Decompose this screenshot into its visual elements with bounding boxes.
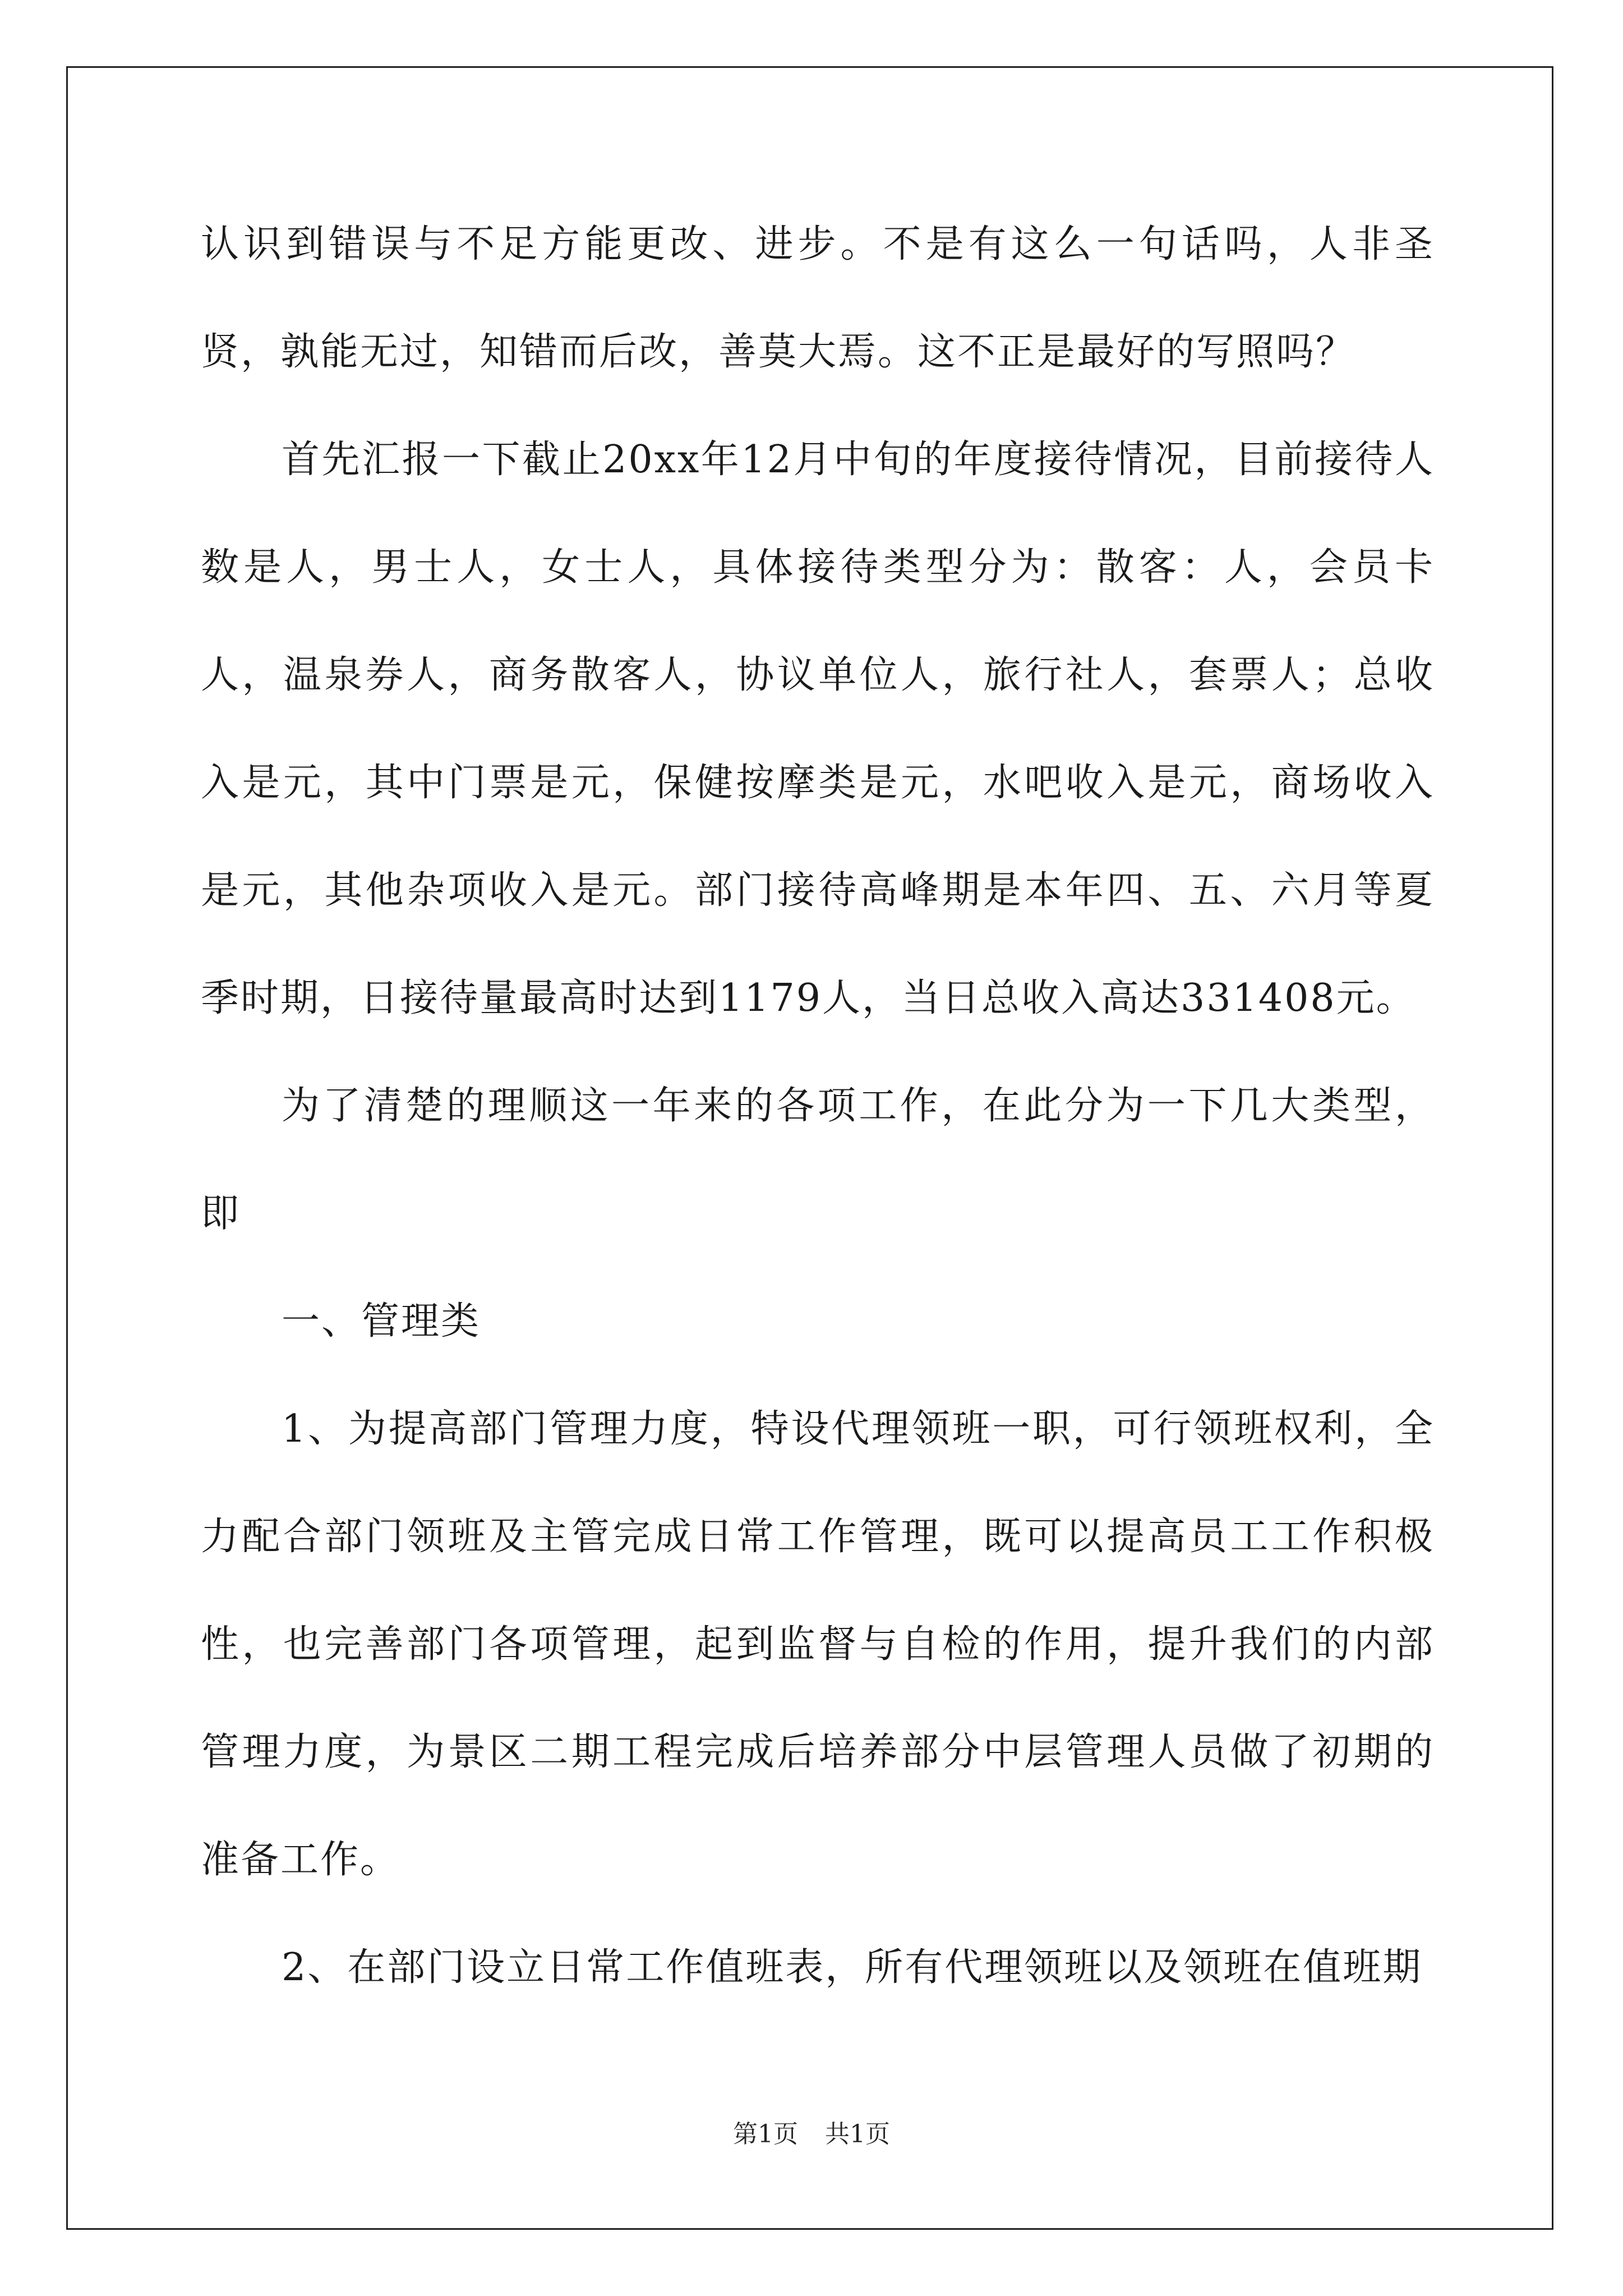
- paragraph-item-2: 2、在部门设立日常工作值班表，所有代理领班以及领班在值班期: [282, 1945, 1423, 1990]
- page-total: 共1页: [825, 2120, 890, 2148]
- document-body: [201, 191, 1435, 2022]
- page-footer: [0, 2118, 1623, 2151]
- paragraph-2: 首先汇报一下截止20xx年12月中旬的年度接待情况，目前接待人数是人，男士人，女士人，具体接待类型分为：散客：人，会员卡人，温泉券人，商务散客人，协议单位人，旅行社人，套票人；总收入是元，其中门票是元，保健按摩类是元，水吧收入是元，商场收入是元，其他杂项收入是元。部门接待高峰期是本年四、五、六月等夏季时期，日接待量最高时达到1179人，当日总收入高达331408元。: [201, 438, 1435, 1020]
- page-number: 第1页: [733, 2120, 798, 2148]
- paragraph-3: 为了清楚的理顺这一年来的各项工作，在此分为一下几大类型，即: [201, 1084, 1435, 1236]
- paragraph-item-1: 1、为提高部门管理力度，特设代理领班一职，可行领班权利，全力配合部门领班及主管完成日常工作管理，既可以提高员工工作积极性，也完善部门各项管理，起到监督与自检的作用，提升我们的内部管理力度，为景区二期工程完成后培养部分中层管理人员做了初期的准备工作。: [201, 1407, 1435, 1882]
- section-heading: 一、管理类: [282, 1299, 481, 1343]
- paragraph-1: 认识到错误与不足方能更改、进步。不是有这么一句话吗，人非圣贤，孰能无过，知错而后改，善莫大焉。这不正是最好的写照吗？: [201, 222, 1435, 374]
